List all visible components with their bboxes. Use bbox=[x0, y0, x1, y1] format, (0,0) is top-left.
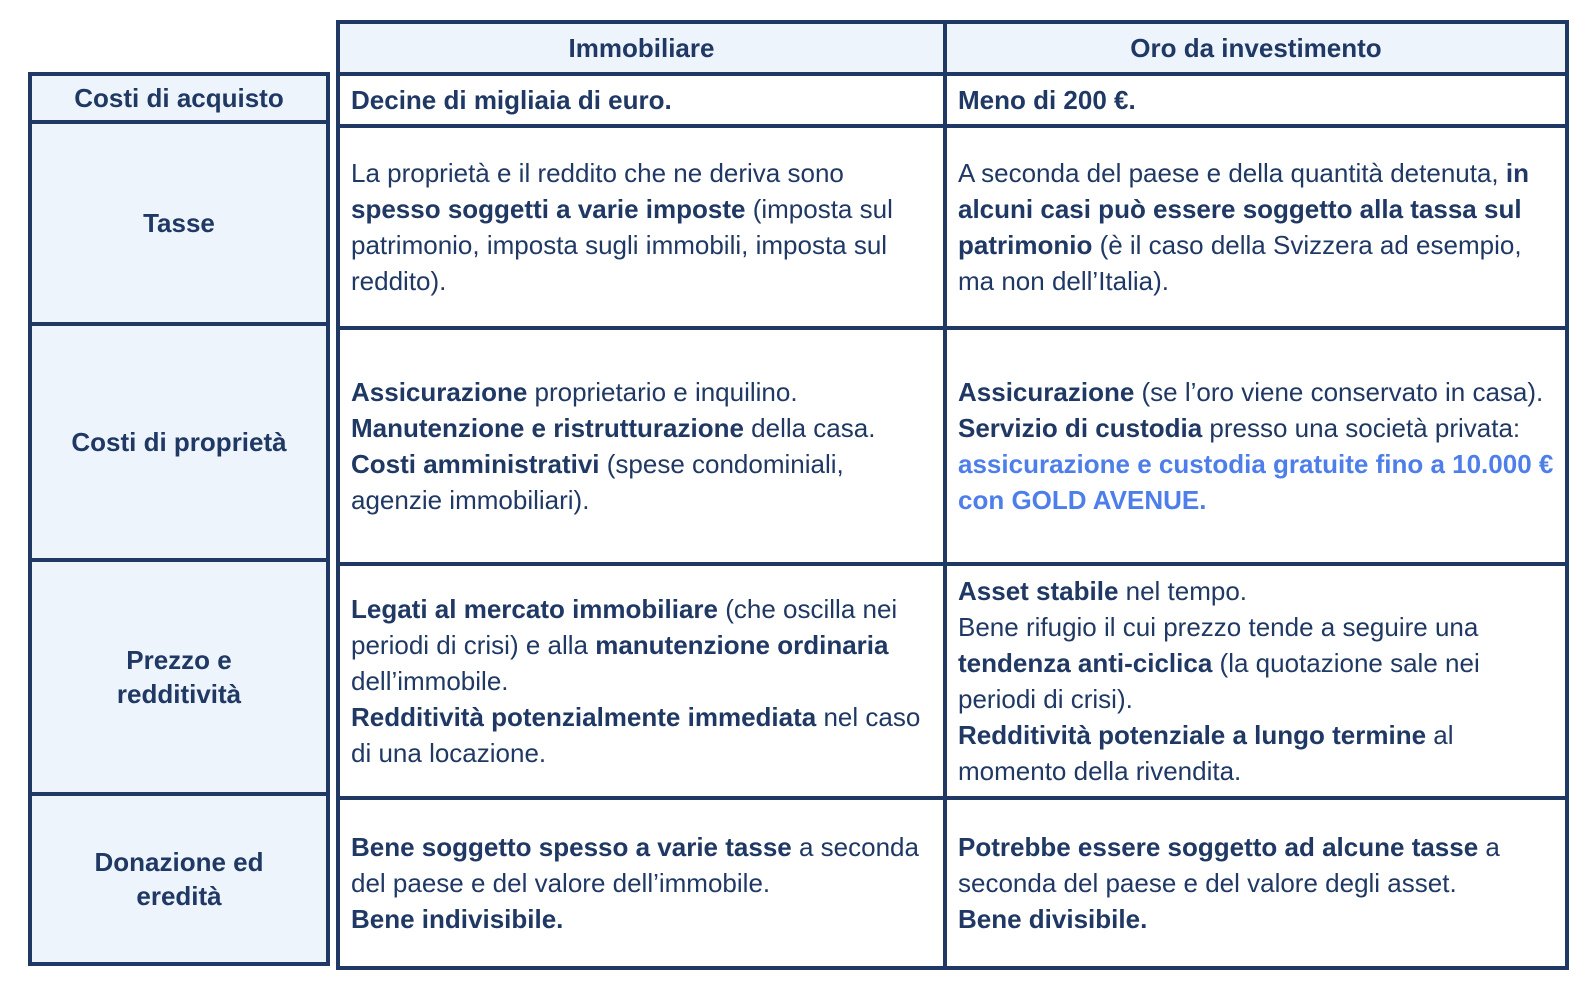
cell-text: Bene divisibile. bbox=[958, 904, 1148, 934]
cell-text: Assicurazione bbox=[351, 377, 528, 407]
cell-donazione-oro bbox=[945, 798, 1567, 968]
cell-text: presso una società privata: bbox=[1202, 413, 1521, 443]
cell-tasse-immobiliare bbox=[338, 126, 945, 328]
cell-text: Asset stabile bbox=[958, 576, 1119, 606]
row-label-text: Costi di proprietà bbox=[71, 427, 287, 457]
cell-text: nel caso di una locazione. bbox=[351, 702, 921, 768]
cell-text: Bene rifugio il cui prezzo tende a seguire una bbox=[958, 612, 1479, 642]
column-header-oro-da-investimento bbox=[945, 22, 1567, 74]
gold-avenue-link[interactable]: assicurazione e custodia gratuite fino a 10.000 € con GOLD AVENUE. bbox=[958, 449, 1554, 515]
cell-text: Potrebbe essere soggetto ad alcune tasse bbox=[958, 832, 1479, 862]
cell-text: (imposta sul patrimonio, imposta sugli immobili, imposta sul reddito). bbox=[351, 194, 893, 296]
cell-text: Redditività potenzialmente immediata bbox=[351, 702, 817, 732]
cell-costi-acquisto-immobiliare bbox=[338, 74, 945, 126]
cell-text: a seconda del paese e del valore dell’immobile. bbox=[351, 832, 919, 898]
cell-text: in alcuni casi può essere soggetto alla tassa sul patrimonio bbox=[958, 158, 1529, 260]
row-label-text: Tasse bbox=[143, 208, 215, 238]
cell-costi-proprieta-immobiliare bbox=[338, 328, 945, 564]
cell-text: La proprietà e il reddito che ne deriva sono bbox=[351, 158, 844, 188]
data-table bbox=[336, 20, 1569, 970]
row-label-text: Costi di acquisto bbox=[74, 83, 284, 113]
table-row bbox=[338, 126, 1567, 328]
cell-text: a seconda del paese e del valore degli asset. bbox=[958, 832, 1500, 898]
row-labels-table bbox=[28, 72, 330, 966]
cell-text: della casa. bbox=[743, 413, 876, 443]
table-row bbox=[338, 74, 1567, 126]
cell-text: Decine di migliaia di euro. bbox=[351, 85, 672, 115]
row-label-donazione-ed-eredita bbox=[30, 794, 328, 964]
cell-donazione-immobiliare bbox=[338, 798, 945, 968]
cell-prezzo-immobiliare bbox=[338, 564, 945, 798]
cell-text: proprietario e inquilino. bbox=[527, 377, 798, 407]
cell-text: (se l’oro viene conservato in casa). bbox=[1134, 377, 1544, 407]
cell-text: al momento della rivendita. bbox=[958, 720, 1454, 786]
table-row bbox=[338, 564, 1567, 798]
cell-text: Redditività potenziale a lungo termine bbox=[958, 720, 1427, 750]
cell-text: (la quotazione sale nei periodi di crisi). bbox=[958, 648, 1480, 714]
cell-costi-proprieta-oro bbox=[945, 328, 1567, 564]
cell-text: tendenza anti-ciclica bbox=[958, 648, 1213, 678]
comparison-table bbox=[28, 20, 1569, 970]
row-label-text: Donazione ed eredità bbox=[94, 847, 264, 911]
cell-text: Servizio di custodia bbox=[958, 413, 1203, 443]
row-label-prezzo-e-redditivita bbox=[30, 560, 328, 794]
column-header-immobiliare bbox=[338, 22, 945, 74]
cell-text: manutenzione ordinaria bbox=[595, 630, 889, 660]
table-row bbox=[338, 328, 1567, 564]
cell-text: Costi amministrativi bbox=[351, 449, 600, 479]
cell-costi-acquisto-oro bbox=[945, 74, 1567, 126]
cell-text: spesso soggetti a varie imposte bbox=[351, 194, 746, 224]
cell-text: A seconda del paese e della quantità detenuta, bbox=[958, 158, 1506, 188]
column-header-text: Oro da investimento bbox=[1130, 32, 1382, 63]
table-row bbox=[338, 798, 1567, 968]
row-label-costi-di-proprieta bbox=[30, 324, 328, 560]
column-header-text: Immobiliare bbox=[568, 32, 715, 63]
cell-text: dell’immobile. bbox=[351, 666, 509, 696]
cell-text: Bene soggetto spesso a varie tasse bbox=[351, 832, 792, 862]
cell-text: Meno di 200 €. bbox=[958, 85, 1136, 115]
cell-text: (è il caso della Svizzera ad esempio, ma non dell’Italia). bbox=[958, 230, 1522, 296]
cell-text: (spese condominiali, agenzie immobiliari). bbox=[351, 449, 844, 515]
cell-text: Bene indivisibile. bbox=[351, 904, 564, 934]
cell-prezzo-oro bbox=[945, 564, 1567, 798]
cell-text: Assicurazione bbox=[958, 377, 1135, 407]
header-row bbox=[338, 22, 1567, 74]
cell-text: (che oscilla nei periodi di crisi) e alla bbox=[351, 594, 898, 660]
row-label-text: Prezzo e redditività bbox=[116, 645, 242, 709]
row-label-costi-di-acquisto bbox=[30, 74, 328, 122]
row-label-tasse bbox=[30, 122, 328, 324]
cell-tasse-oro bbox=[945, 126, 1567, 328]
cell-text: Legati al mercato immobiliare bbox=[351, 594, 719, 624]
cell-text: Manutenzione e ristrutturazione bbox=[351, 413, 744, 443]
cell-text: nel tempo. bbox=[1118, 576, 1248, 606]
